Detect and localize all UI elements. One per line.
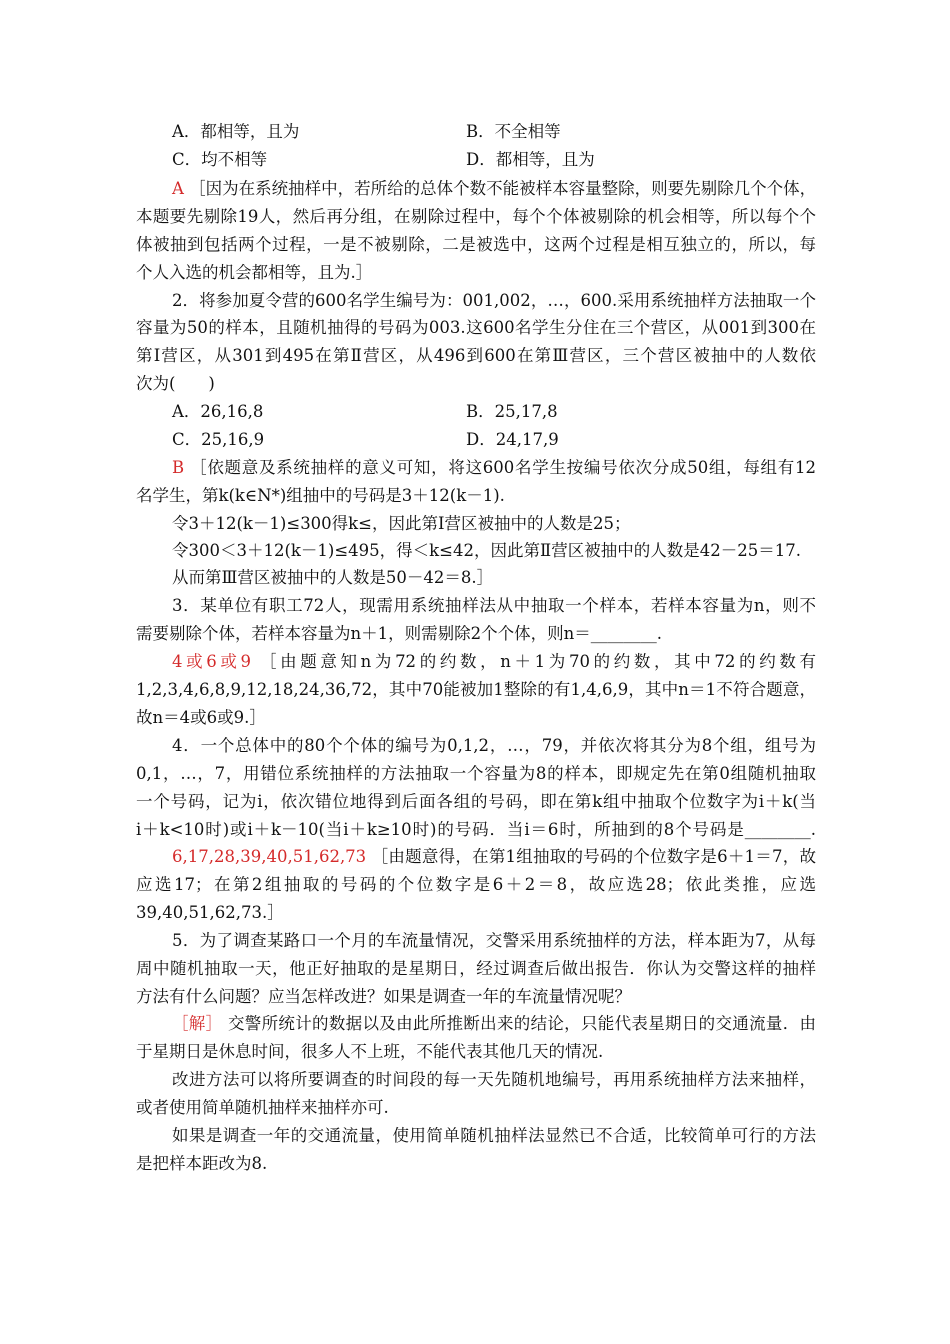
q5-solution-line-1: [172, 1014, 816, 1034]
q1-explanation-line-1: [172, 179, 816, 199]
q2-stem-line-2: 容量为50的样本，且随机抽得的号码为003.这600名学生分住在三个营区，从001到300在: [136, 318, 816, 337]
q3-stem-line-2: 需要剔除个体，若样本容量为n＋1，则需剔除2个个体，则n＝________.: [136, 624, 662, 643]
q4-answer: 6,17,28,39,40,51,62,73: [172, 847, 367, 866]
q4-stem-line-3: 一个号码，记为i，依次错位地得到后面各组的号码，即在第k组中抽取个位数字为i＋k(当: [136, 792, 816, 811]
q1-explanation-line-3: 体被抽到包括两个过程，一是不被剔除，二是被选中，这两个过程是相互独立的，所以，每: [136, 235, 816, 254]
q1-option-b: B．不全相等: [466, 122, 561, 141]
q3-explanation-line-2: 1,2,3,4,6,8,9,12,18,24,36,72，其中70能被加1整除的有1,4,6,9，其中n＝1不符合题意，: [136, 680, 817, 699]
q5-solution-tag: ［解］: [172, 1014, 223, 1033]
q5-solution-line-5: 如果是调查一年的交通流量，使用简单随机抽样法显然已不合适，比较简单可行的方法: [172, 1126, 816, 1145]
q2-option-d: D．24,17,9: [466, 430, 559, 449]
q5-solution-line-3: 改进方法可以将所要调查的时间段的每一天先随机地编号，再用系统抽样方法来抽样，: [172, 1070, 816, 1089]
q4-explanation-line-1: [172, 847, 816, 867]
q2-explanation-line-4: 令300＜3＋12(k－1)≤495，得＜k≤42，因此第Ⅱ营区被抽中的人数是42－25＝17.: [172, 541, 801, 560]
q4-explanation-line-2: 应选17；在第2组抽取的号码的个位数字是6＋2＝8，故应选28；依此类推，应选: [136, 875, 816, 894]
q4-stem-line-1: 4．一个总体中的80个个体的编号为0,1,2，…，79，并依次将其分为8个组，组号为: [172, 736, 816, 755]
q5-stem-line-2: 周中随机抽取一天，他正好抽取的是星期日，经过调查后做出报告．你认为交警这样的抽样: [136, 959, 816, 978]
q4-explanation-line-3: 39,40,51,62,73.］: [136, 903, 284, 922]
q1-explanation-text-1: ［因为在系统抽样中，若所给的总体个数不能被样本容量整除，则要先剔除几个个体，: [189, 179, 817, 198]
q2-explanation-line-1: [172, 458, 816, 478]
q3-explanation-text-1: ［由题意知n为72的约数，n＋1为70的约数，其中72的约数有: [259, 652, 816, 671]
q2-answer-letter: B: [172, 458, 185, 477]
q2-explanation-line-3: 令3＋12(k－1)≤300得k≤，因此第Ⅰ营区被抽中的人数是25；: [172, 514, 631, 533]
q2-stem-line-1: 2．将参加夏令营的600名学生编号为：001,002，…，600.采用系统抽样方法抽取一个: [172, 291, 816, 310]
q5-solution-line-2: 于星期日是休息时间，很多人不上班，不能代表其他几天的情况.: [136, 1042, 604, 1061]
q1-explanation-line-4: 个人入选的机会都相等，且为.］: [136, 263, 373, 282]
q2-option-a: A．26,16,8: [172, 402, 264, 421]
q2-stem-line-4: 次为( ): [136, 374, 215, 393]
q1-option-d: D．都相等，且为: [466, 150, 595, 169]
q2-option-b: B．25,17,8: [466, 402, 558, 421]
q4-stem-line-4: i＋k<10时)或i＋k－10(当i＋k≥10时)的号码．当i＝6时，所抽到的8个号码是________.: [136, 820, 816, 839]
q4-explanation-text-1: ［由题意得，在第1组抽取的号码的个位数字是6＋1＝7，故: [371, 847, 816, 866]
q4-stem-line-2: 0,1，…，7，用错位系统抽样的方法抽取一个容量为8的样本，即规定先在第0组随机抽取: [136, 764, 816, 783]
q5-stem-line-3: 方法有什么问题？应当怎样改进？如果是调查一年的车流量情况呢？: [136, 987, 631, 1006]
q1-explanation-line-2: 本题要先剔除19人，然后再分组，在剔除过程中，每个个体被剔除的机会相等，所以每个个: [136, 207, 816, 226]
q2-explanation-line-5: 从而第Ⅲ营区被抽中的人数是50－42＝8.］: [172, 568, 494, 587]
q1-option-a: A．都相等，且为: [172, 122, 300, 141]
q2-stem-line-3: 第Ⅰ营区，从301到495在第Ⅱ营区，从496到600在第Ⅲ营区，三个营区被抽中的人数依: [136, 346, 816, 365]
q2-explanation-text-1: ［依题意及系统抽样的意义可知，将这600名学生按编号依次分成50组，每组有12: [190, 458, 816, 477]
q5-stem-line-1: 5．为了调查某路口一个月的车流量情况，交警采用系统抽样的方法，样本距为7，从每: [172, 931, 816, 950]
q5-solution-text-1: 交警所统计的数据以及由此所推断出来的结论，只能代表星期日的交通流量．由: [228, 1014, 817, 1033]
q2-option-c: C．25,16,9: [172, 430, 265, 449]
q5-solution-line-4: 或者使用简单随机抽样来抽样亦可.: [136, 1098, 389, 1117]
q1-answer-letter: A: [172, 179, 184, 198]
q5-solution-line-6: 是把样本距改为8.: [136, 1154, 268, 1173]
q3-explanation-line-1: [172, 652, 816, 672]
q1-option-c: C．均不相等: [172, 150, 268, 169]
q2-explanation-line-2: 名学生，第k(k∈N*)组抽中的号码是3＋12(k－1).: [136, 486, 505, 505]
q3-explanation-line-3: 故n＝4或6或9.］: [136, 708, 266, 727]
q3-answer: 4或6或9: [172, 652, 252, 671]
q3-stem-line-1: 3．某单位有职工72人，现需用系统抽样法从中抽取一个样本，若样本容量为n，则不: [172, 596, 816, 615]
